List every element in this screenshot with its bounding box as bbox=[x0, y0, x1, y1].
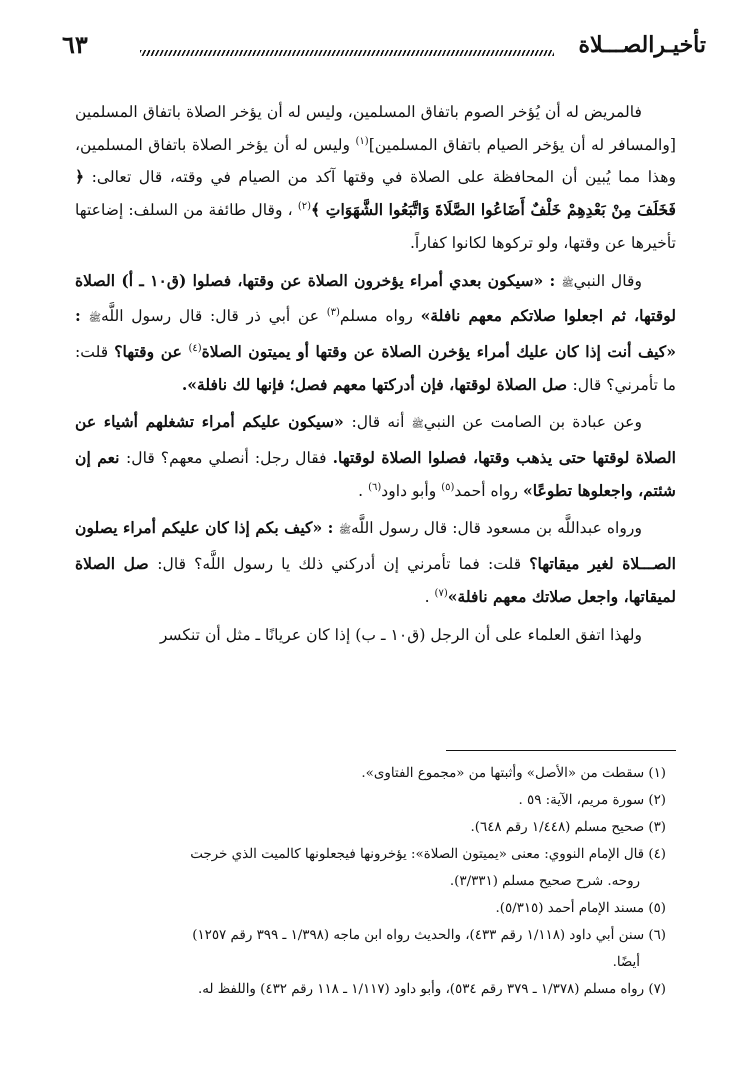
honorific-glyph: ﷺ bbox=[561, 277, 574, 289]
footnote-ref: (٣) bbox=[326, 307, 340, 319]
paragraph-1: فالمريض له أن يُؤخر الصوم باتفاق المسلمين، وليس له أن يؤخر الصلاة باتفاق المسلمين [والمسافر له أن يؤخر الصيام باتفاق المسلمين]$^{(١)}$ وليس له أن يؤخر الصلاة باتفاق المسلمين، وهذا مما يُبين أن المحافظة على الصلاة في وقتها آكد من الصيام في وقته، قال تعالى: ﴿ فَخَلَفَ مِنْ بَعْدِهِمْ خَلْفٌ أَضَاعُوا الصَّلَاةَ وَاتَّبَعُوا الشَّهَوَاتِ ﴾$^{(٢)}$ ، وقال طائفة من السلف: إضاعتها تأخيرها عن وقتها، ولو تركوها لكانوا كفاراً. bbox=[75, 103, 676, 252]
footnote-ref: (١) bbox=[355, 135, 369, 147]
hadith-quote: : «كيف بكم إذا كان عليكم أمراء يصلون الصـــلاة لغير ميقاتها؟ bbox=[75, 518, 676, 574]
paragraph-3: وعن عبادة بن الصامت عن النبيﷺ أنه قال: «سيكون عليكم أمراء تشغلهم أشياء عن الصلاة لوقتها حتى يذهب وقتها، فصلوا الصلاة لوقتها. فقال رجل: أنصلي معهم؟ قال: نعم إن شئتم، واجعلوها تطوعًا» رواه أحمد$^{(٥)}$ وأبو داود$^{(٦)}$ . bbox=[75, 412, 676, 500]
honorific-glyph: ﷺ bbox=[411, 419, 424, 431]
hadith-quote: صل الصلاة لميقاتها، واجعل صلاتك معهم نافلة» bbox=[75, 554, 676, 606]
page-header bbox=[62, 30, 706, 70]
footnote-separator bbox=[446, 750, 676, 751]
footnotes bbox=[75, 760, 666, 1003]
footnote-item: (٢) سورة مريم، الآية: ٥٩ . bbox=[518, 793, 666, 808]
footnote-item: (٥) مسند الإمام أحمد (٥/٣١٥). bbox=[495, 901, 666, 916]
footnote-ref: (٧) bbox=[434, 587, 448, 599]
running-title: تأخيـرالصـــلاة bbox=[578, 32, 706, 58]
footnote-ref: (٦) bbox=[368, 481, 382, 493]
footnote-ref: (٤) bbox=[188, 342, 202, 354]
footnote-item: (٣) صحيح مسلم (١/٤٤٨ رقم ٦٤٨). bbox=[470, 820, 666, 835]
hadith-quote: صل الصلاة لوقتها، فإن أدركتها معهم فصل؛ فإنها لك نافلة». bbox=[181, 374, 573, 394]
footnote-item: (٧) رواه مسلم (١/٣٧٨ ـ ٣٧٩ رقم ٥٣٤)، وأبو داود (١/١١٧ ـ ١١٨ رقم ٤٣٢) واللفظ له. bbox=[197, 982, 666, 997]
footnote-ref: (٢) bbox=[297, 200, 312, 212]
footnote-ref: (٥) bbox=[441, 481, 455, 493]
quran-verse: ﴿ فَخَلَفَ مِنْ بَعْدِهِمْ خَلْفٌ أَضَاعُوا الصَّلَاةَ وَاتَّبَعُوا الشَّهَوَاتِ ﴾ bbox=[75, 167, 676, 220]
paragraph-2: وقال النبيﷺ : «سيكون بعدي أمراء يؤخرون الصلاة عن وقتها، فصلوا (ق١٠ ـ أ) الصلاة لوقتها، ثم اجعلوا صلاتكم معهم نافلة» رواه مسلم$^{(٣)}$ عن أبي ذر قال: قال رسول اللَّهﷺ : «كيف أنت إذا كان عليك أمراء يؤخرن الصلاة عن وقتها أو يميتون الصلاة$^{(٤)}$ عن وقتها؟ قلت: ما تأمرني؟ قال: صل الصلاة لوقتها، فإن أدركتها معهم فصل؛ فإنها لك نافلة». bbox=[75, 270, 676, 394]
body-text bbox=[75, 96, 676, 651]
footnote-item: (١) سقطت من «الأصل» وأثبتها من «مجموع الفتاوى». bbox=[361, 766, 666, 781]
paragraph-5: ولهذا اتفق العلماء على أن الرجل (ق١٠ ـ ب) إذا كان عريانًا ـ مثل أن تنكسر bbox=[159, 625, 642, 644]
paragraph-4: ورواه عبداللَّه بن مسعود قال: قال رسول اللَّهﷺ : «كيف بكم إذا كان عليكم أمراء يصلون الصـــلاة لغير ميقاتها؟ قلت: فما تأمرني إن أدركني ذلك يا رسول اللَّه؟ قال: صل الصلاة لميقاتها، واجعل صلاتك معهم نافلة»$^{(٧)}$ . bbox=[75, 518, 676, 606]
hadith-quote: : «كيف أنت إذا كان عليك أمراء يؤخرن الصلاة عن وقتها أو يميتون الصلاة bbox=[75, 306, 676, 361]
hadith-quote: «سيكون عليكم أمراء تشغلهم أشياء عن الصلاة لوقتها حتى يذهب وقتها، فصلوا الصلاة لوقتها. bbox=[75, 412, 676, 468]
honorific-glyph: ﷺ bbox=[88, 313, 101, 325]
hadith-quote: : «سيكون بعدي أمراء يؤخرون الصلاة عن وقتها، فصلوا (ق١٠ ـ أ) الصلاة لوقتها، ثم اجعلوا صلاتكم معهم نافلة» bbox=[75, 270, 676, 326]
hadith-quote: نعم إن شئتم، واجعلوها تطوعًا» bbox=[75, 448, 676, 500]
header-rule bbox=[140, 50, 554, 56]
footnote-item: (٤) قال الإمام النووي: معنى «يميتون الصلاة»: يؤخرونها فيجعلونها كالميت الذي خرجت روحه. شرح صحيح مسلم (٣/٣٣١). bbox=[190, 847, 666, 889]
page-number: ٦٣ bbox=[62, 30, 88, 59]
footnote-item: (٦) سنن أبي داود (١/١١٨ رقم ٤٣٣)، والحديث رواه ابن ماجه (١/٣٩٨ ـ ٣٩٩ رقم ١٢٥٧) أيضًا. bbox=[192, 928, 666, 970]
honorific-glyph: ﷺ bbox=[338, 525, 352, 537]
